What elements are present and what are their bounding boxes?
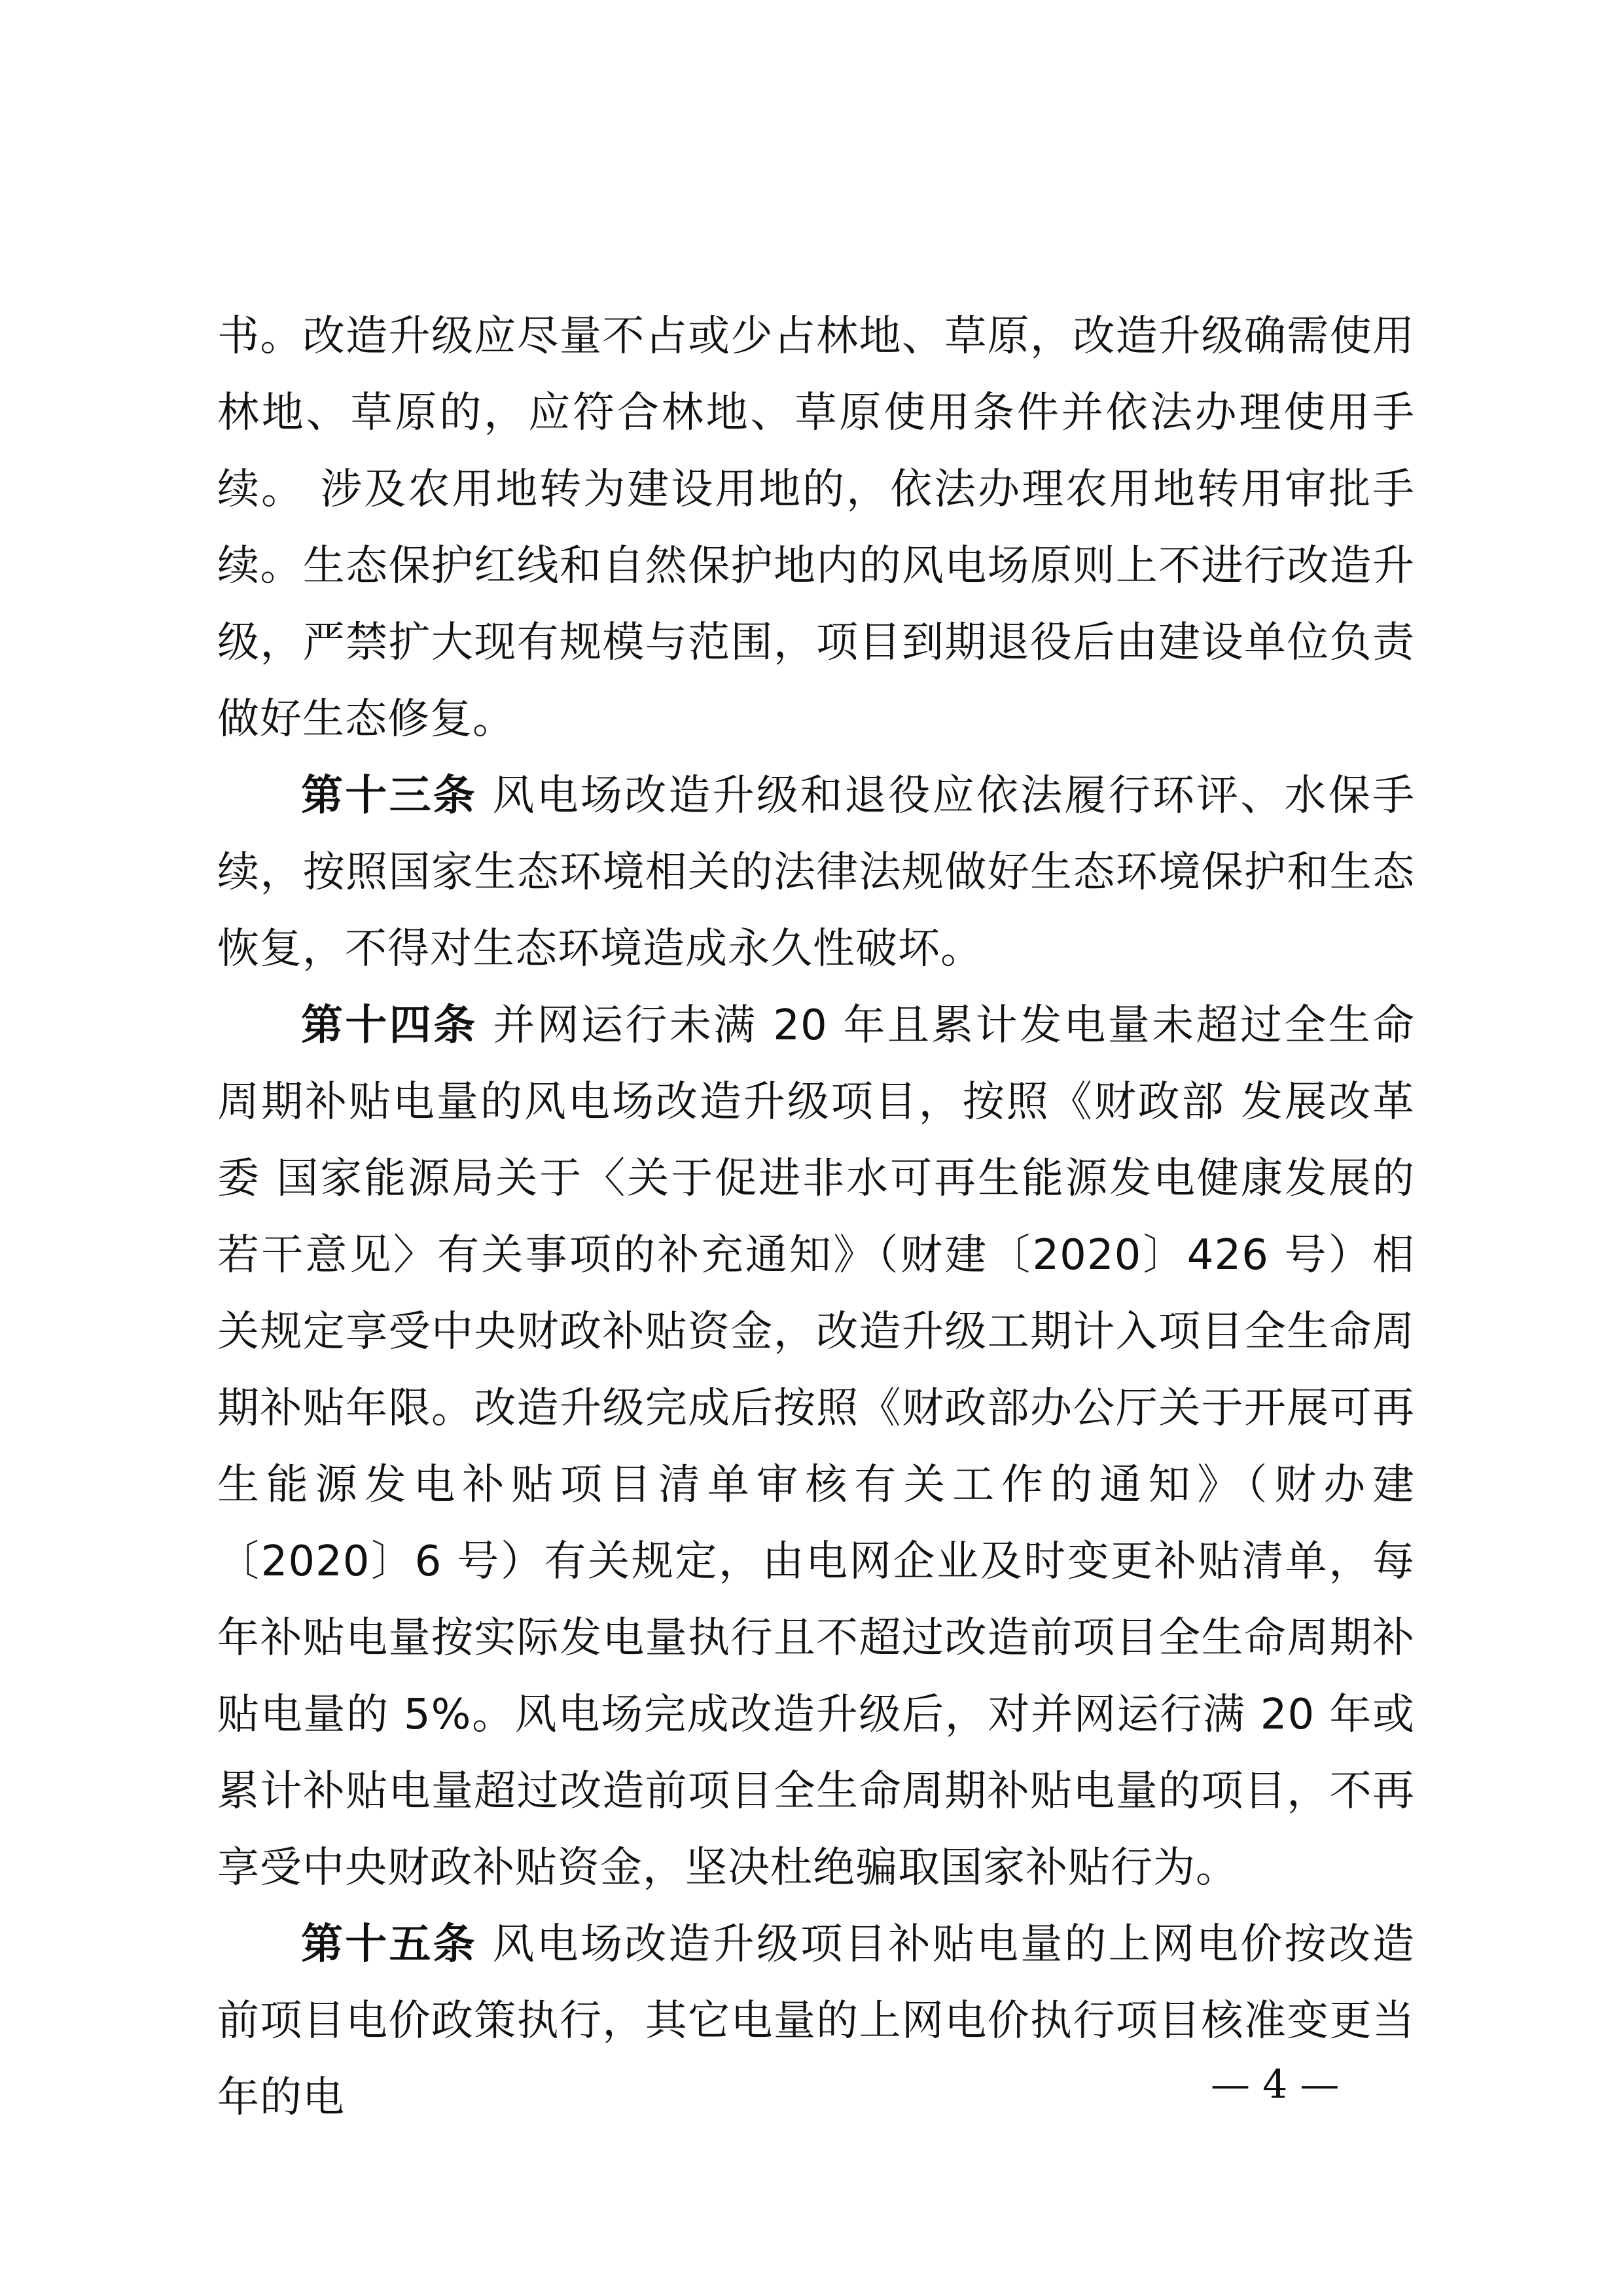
article-text: 风电场改造升级项目补贴电量的上网电价按改造前项目电价政策执行，其它电量的上网电价执行项目核准变更当年的电 xyxy=(217,1920,1416,2122)
article-heading: 第十五条 xyxy=(301,1920,477,1969)
article-13 xyxy=(217,758,1415,988)
paragraph-continuation xyxy=(217,298,1415,758)
document-body xyxy=(217,298,1415,2136)
article-heading: 第十三条 xyxy=(301,772,477,820)
article-text: 并网运行未满 20 年且累计发电量未超过全生命周期补贴电量的风电场改造升级项目，按照《财政部 发展改革委 国家能源局关于〈关于促进非水可再生能源发电健康发展的若干意见〉有关事项的补充通知》（财建〔2020〕426 号）相关规定享受中央财政补贴资金，改造升级工期计入项目全生命周期补贴年限。改造升级完成后按照《财政部办公厅关于开展可再生能源发电补贴项目清单审核有关工作的通知》（财办建〔2020〕6 号）有关规定，由电网企业及时变更补贴清单，每年补贴电量按实际发电量执行且不超过改造前项目全生命周期补贴电量的 5%。风电场完成改造升级后，对并网运行满 20 年或累计补贴电量超过改造前项目全生命周期补贴电量的项目，不再享受中央财政补贴资金，坚决杜绝骗取国家补贴行为。 xyxy=(217,1001,1416,1892)
paragraph-text: 书。改造升级应尽量不占或少占林地、草原，改造升级确需使用林地、草原的，应符合林地、草原使用条件并依法办理使用手续。 涉及农用地转为建设用地的，依法办理农用地转用审批手续。生态保护红线和自然保护地内的风电场原则上不进行改造升级，严禁扩大现有规模与范围，项目到期退役后由建设单位负责做好生态修复。 xyxy=(217,312,1415,744)
article-heading: 第十四条 xyxy=(301,1001,478,1050)
page-number: — 4 — xyxy=(1211,2062,1340,2108)
article-text: 风电场改造升级和退役应依法履行环评、水保手续，按照国家生态环境相关的法律法规做好生态环境保护和生态恢复，不得对生态环境造成永久性破坏。 xyxy=(217,772,1416,973)
article-14 xyxy=(217,988,1415,1907)
